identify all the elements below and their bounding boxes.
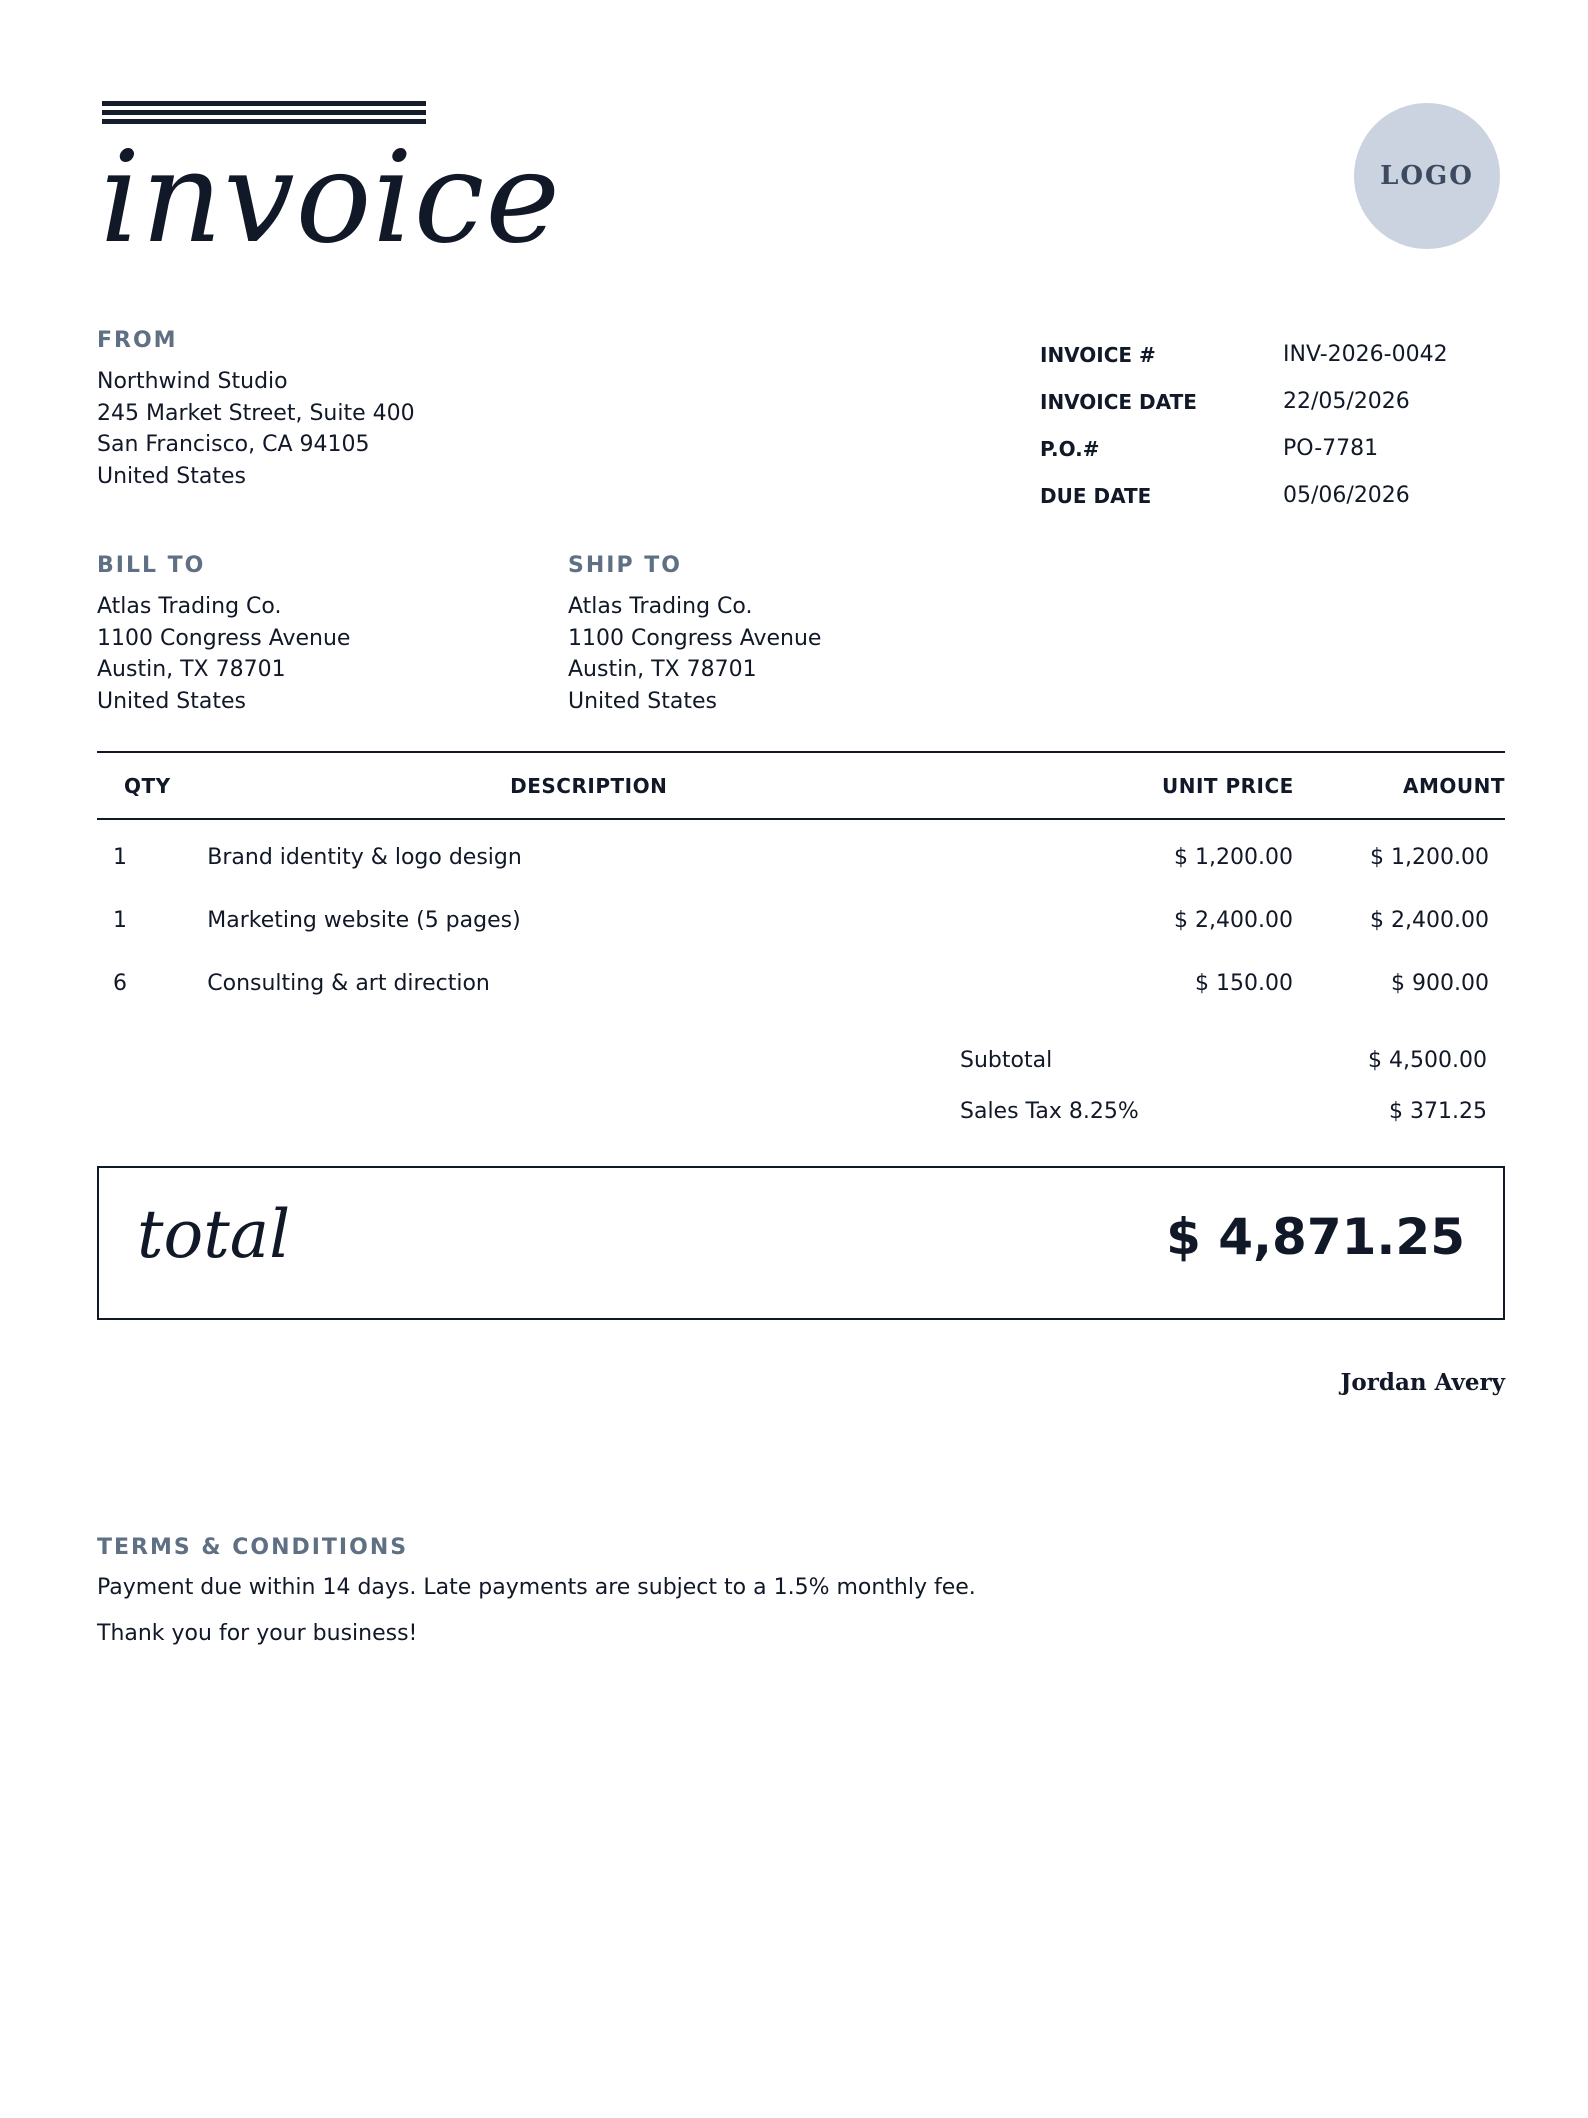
table-row xyxy=(97,889,1505,952)
invoice-meta xyxy=(1040,331,1520,519)
bill-to-line: United States xyxy=(97,688,246,714)
cell-qty: 1 xyxy=(113,908,127,933)
from-line: San Francisco, CA 94105 xyxy=(97,432,370,457)
grand-total-value: $ 4,871.25 xyxy=(1166,1208,1465,1266)
meta-label: DUE DATE xyxy=(1040,483,1152,508)
from-line: 245 Market Street, Suite 400 xyxy=(97,400,415,426)
from-address xyxy=(97,366,415,492)
tax-row xyxy=(960,1086,1487,1137)
ship-to-line: 1100 Congress Avenue xyxy=(568,625,822,651)
meta-label: P.O.# xyxy=(1040,436,1100,461)
from-label: FROM xyxy=(97,328,178,353)
bill-to-line: 1100 Congress Avenue xyxy=(97,625,351,651)
meta-label: INVOICE # xyxy=(1040,342,1156,367)
grand-total-label: total xyxy=(137,1196,291,1273)
cell-unit-price: $ 150.00 xyxy=(1195,971,1293,996)
terms-line: Payment due within 14 days. Late payments are subject to a 1.5% monthly fee. xyxy=(97,1575,976,1600)
bill-to-line: Atlas Trading Co. xyxy=(97,594,282,619)
totals-summary xyxy=(960,1035,1487,1137)
cell-amount: $ 1,200.00 xyxy=(1370,845,1489,870)
tax-value: $ 371.25 xyxy=(1389,1099,1487,1124)
cell-qty: 1 xyxy=(113,845,127,870)
meta-value: 05/06/2026 xyxy=(1283,483,1410,508)
meta-row-invoice-number xyxy=(1040,331,1520,378)
table-row xyxy=(97,952,1505,1015)
cell-description: Consulting & art direction xyxy=(207,971,490,996)
meta-value: PO-7781 xyxy=(1283,436,1379,461)
table-header xyxy=(97,751,1505,820)
meta-label: INVOICE DATE xyxy=(1040,389,1197,414)
header-amount: AMOUNT xyxy=(1402,773,1505,798)
header-qty: QTY xyxy=(124,773,171,798)
grand-total-box xyxy=(97,1166,1505,1320)
bill-to-label: BILL TO xyxy=(97,553,206,578)
cell-qty: 6 xyxy=(113,971,127,996)
bill-to-address xyxy=(97,591,350,717)
subtotal-label: Subtotal xyxy=(960,1048,1053,1073)
cell-unit-price: $ 2,400.00 xyxy=(1174,908,1293,933)
ship-to-line: Atlas Trading Co. xyxy=(568,594,753,619)
ship-to-line: Austin, TX 78701 xyxy=(568,657,757,682)
meta-value: INV-2026-0042 xyxy=(1283,342,1448,367)
bill-to-line: Austin, TX 78701 xyxy=(97,657,286,682)
cell-amount: $ 900.00 xyxy=(1391,971,1489,996)
from-line: United States xyxy=(97,463,246,489)
tax-label: Sales Tax 8.25% xyxy=(960,1099,1139,1124)
header-rule xyxy=(102,101,426,106)
cell-description: Brand identity & logo design xyxy=(207,845,522,870)
table-row xyxy=(97,826,1505,889)
thank-you-line: Thank you for your business! xyxy=(97,1621,418,1646)
ship-to-address xyxy=(568,591,821,717)
terms-label: TERMS & CONDITIONS xyxy=(97,1535,409,1560)
signature-name: Jordan Avery xyxy=(1340,1369,1505,1396)
cell-amount: $ 2,400.00 xyxy=(1370,908,1489,933)
from-line: Northwind Studio xyxy=(97,369,288,394)
invoice-title: invoice xyxy=(100,124,561,271)
meta-value: 22/05/2026 xyxy=(1283,389,1410,414)
cell-unit-price: $ 1,200.00 xyxy=(1174,845,1293,870)
header-rule xyxy=(102,110,426,115)
logo-placeholder: LOGO xyxy=(1354,103,1500,249)
subtotal-row xyxy=(960,1035,1487,1086)
meta-row-po-number xyxy=(1040,425,1520,472)
header-description: DESCRIPTION xyxy=(510,773,668,798)
header-unit-price: UNIT PRICE xyxy=(1161,773,1294,798)
subtotal-value: $ 4,500.00 xyxy=(1368,1048,1487,1073)
ship-to-line: United States xyxy=(568,688,717,714)
meta-row-due-date xyxy=(1040,472,1520,519)
line-items-table xyxy=(97,751,1505,1015)
ship-to-label: SHIP TO xyxy=(568,553,682,578)
meta-row-invoice-date xyxy=(1040,378,1520,425)
cell-description: Marketing website (5 pages) xyxy=(207,908,521,933)
